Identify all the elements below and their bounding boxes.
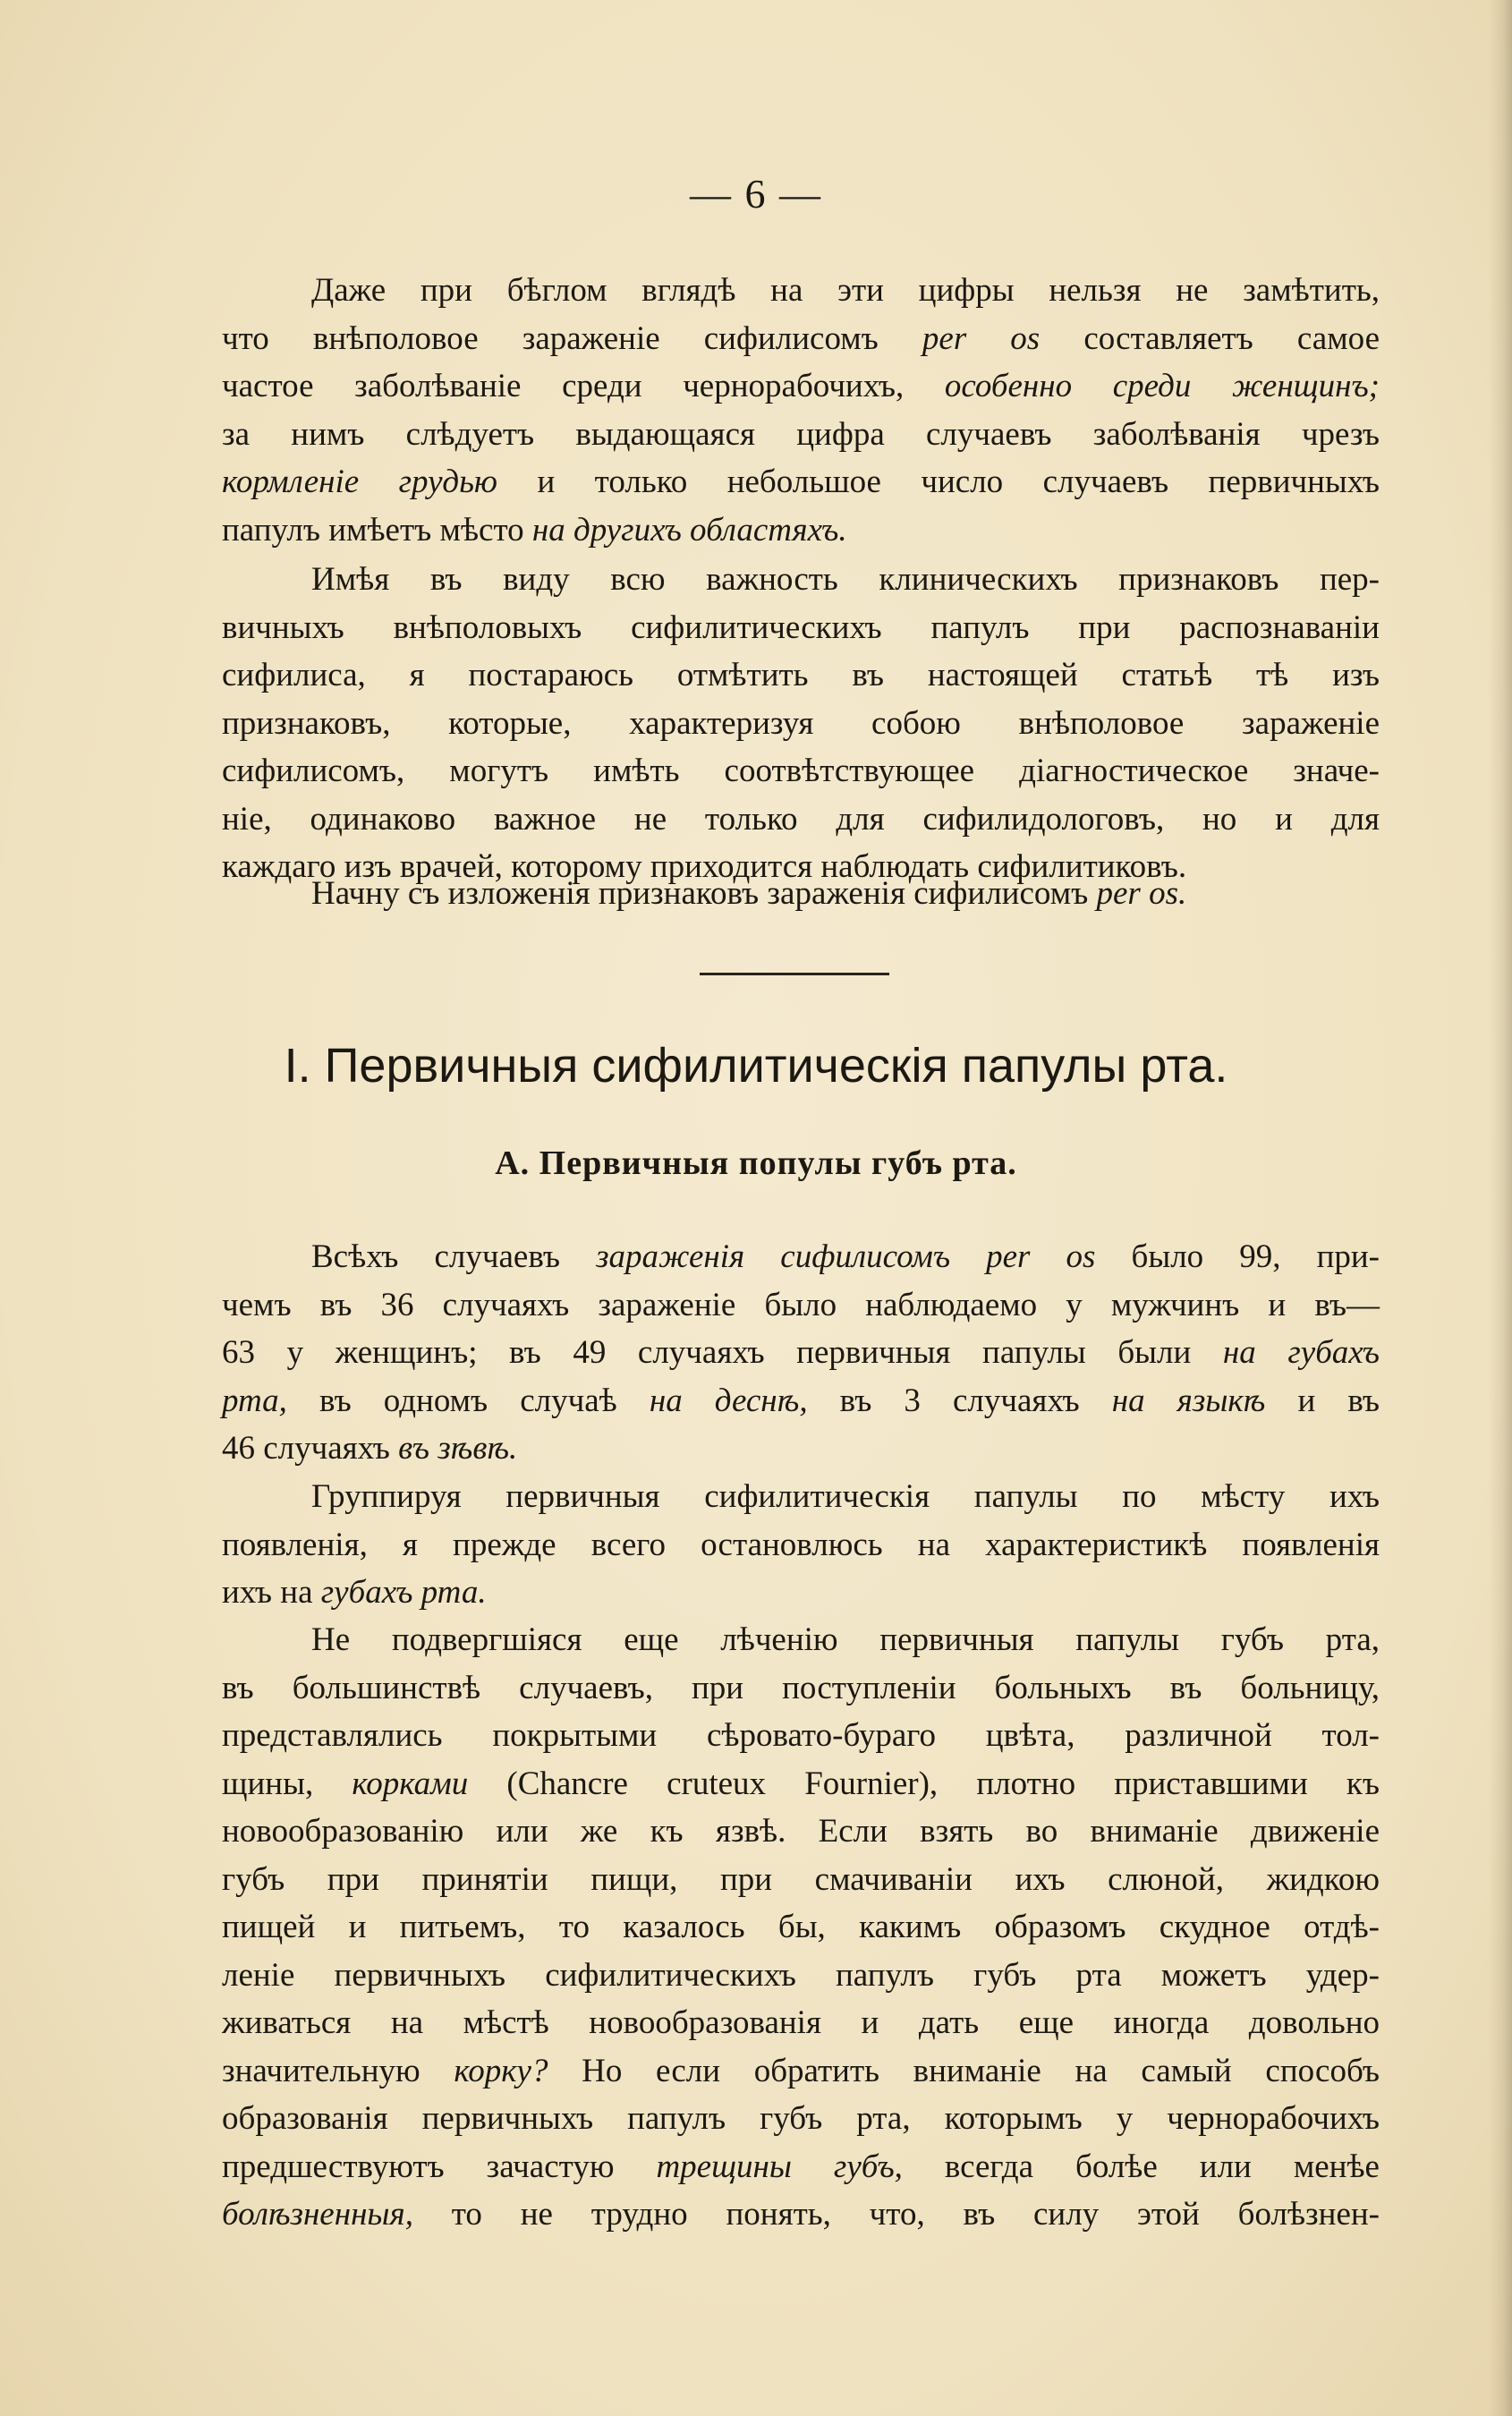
italic-text: губахъ рта.: [320, 1574, 487, 1611]
text-run: въ 3 случаяхъ: [807, 1382, 1112, 1419]
italic-text: per os: [922, 319, 1041, 357]
paragraph-2: [222, 556, 1380, 891]
text-line: [222, 556, 1380, 604]
italic-text: корками: [352, 1765, 469, 1802]
text-run: всегда болѣе или менѣе: [902, 2148, 1380, 2185]
subsection-heading: A. Первичныя популы губъ рта.: [495, 1144, 1017, 1182]
italic-text: рта,: [222, 1382, 287, 1419]
text-run: образованія первичныхъ папулъ губъ рта, которымъ у чернорабочихъ: [222, 2100, 1380, 2137]
text-line: [222, 1329, 1380, 1377]
text-line: [222, 1952, 1380, 2000]
text-run: составляетъ самое: [1040, 319, 1380, 357]
text-line: [222, 1233, 1380, 1281]
text-run: и въ: [1265, 1382, 1380, 1419]
text-line: [222, 1664, 1380, 1713]
text-line: [222, 1281, 1380, 1330]
text-line: [222, 795, 1380, 844]
page-edge-shadow: [1489, 0, 1512, 2416]
text-run: папулъ имѣетъ мѣсто: [222, 511, 532, 549]
text-line: [222, 2095, 1380, 2143]
text-run: живаться на мѣстѣ новообразованія и дать еще иногда довольно: [222, 2004, 1380, 2041]
text-run: что внѣполовое зараженіе сифилисомъ: [222, 319, 922, 357]
italic-text: трещины губъ,: [656, 2148, 903, 2185]
text-run: признаковъ, которые, характеризуя собою внѣполовое зараженіе: [222, 704, 1380, 742]
text-run: значительную: [222, 2052, 454, 2089]
text-line: [222, 2143, 1380, 2191]
italic-text: на деснѣ,: [649, 1382, 808, 1419]
text-run: Не подвергшіяся еще лѣченію первичныя папулы губъ рта,: [311, 1621, 1380, 1658]
italic-text: зараженія сифилисомъ per os: [596, 1238, 1096, 1275]
text-run: сифилисомъ, могутъ имѣть соотвѣтствующее діагностическое значе-: [222, 753, 1380, 789]
text-line: [222, 747, 1380, 795]
text-line: [222, 2047, 1380, 2096]
text-line: [222, 267, 1380, 315]
text-line: [222, 1712, 1380, 1760]
italic-text: на языкѣ: [1111, 1382, 1266, 1419]
text-run: частое заболѣваніе среди чернорабочихъ,: [222, 368, 945, 404]
text-line: [222, 700, 1380, 748]
section-heading: I. Первичныя сифилитическія папулы рта.: [284, 1039, 1228, 1093]
text-run: Всѣхъ случаевъ: [311, 1238, 597, 1275]
text-line: [222, 604, 1380, 652]
text-run: 63 у женщинъ; въ 49 случаяхъ первичныя папулы были: [222, 1334, 1223, 1371]
italic-text: особенно среди женщинъ;: [944, 368, 1380, 404]
text-line: [222, 1521, 1380, 1570]
paragraph-5: [222, 1473, 1380, 1617]
text-line: [222, 651, 1380, 700]
text-run: вичныхъ внѣполовыхъ сифилитическихъ папулъ при распознаваніи: [222, 608, 1380, 646]
text-run: ихъ на: [222, 1574, 321, 1611]
italic-text: на губахъ: [1222, 1334, 1380, 1371]
text-line: [222, 1903, 1380, 1952]
section-divider: [700, 973, 889, 975]
text-line: [222, 1425, 1380, 1473]
text-run: Группируя первичныя сифилитическія папулы по мѣсту ихъ: [311, 1478, 1380, 1515]
text-line: [222, 1569, 1380, 1617]
text-run: въ большинствѣ случаевъ, при поступленіи больныхъ въ больницу,: [222, 1669, 1380, 1706]
text-run: ніе, одинаково важное не только для сифилидологовъ, но и для: [222, 800, 1380, 838]
text-run: Даже при бѣглом вглядѣ на эти цифры нельзя не замѣтить,: [311, 272, 1380, 309]
text-line: [222, 362, 1380, 411]
italic-text: болѣзненныя,: [222, 2196, 413, 2233]
text-line: [222, 1999, 1380, 2047]
text-run: Но если обратить вниманіе на самый способъ: [548, 2052, 1380, 2089]
italic-text: корку?: [454, 2052, 548, 2089]
paragraph-6: [222, 1616, 1380, 2239]
text-run: сифилиса, я постараюсь отмѣтить въ настоящей статьѣ тѣ изъ: [222, 657, 1380, 693]
italic-text: кормленіе грудью: [222, 464, 498, 500]
paragraph-4: [222, 1233, 1380, 1473]
italic-text: per os.: [1096, 875, 1187, 912]
text-line: [222, 411, 1380, 459]
text-run: 46 случаяхъ: [222, 1430, 399, 1467]
text-line: [222, 2191, 1380, 2239]
text-run: каждаго изъ врачей, которому приходится наблюдать сифилитиковъ.: [222, 848, 1187, 885]
text-run: (Chancre cruteux Fournier), плотно приставшими къ: [468, 1765, 1380, 1802]
text-run: Начну съ изложенія признаковъ зараженія сифилисомъ: [311, 875, 1097, 912]
italic-text: на другихъ областяхъ.: [531, 511, 847, 549]
text-run: леніе первичныхъ сифилитическихъ папулъ губъ рта можетъ удер-: [222, 1956, 1380, 1994]
text-run: щины,: [222, 1765, 353, 1802]
text-run: губъ при принятіи пищи, при смачиваніи ихъ слюной, жидкою: [222, 1860, 1380, 1898]
text-line: [222, 1856, 1380, 1904]
paragraph-1: [222, 267, 1380, 554]
text-run: Имѣя въ виду всю важность клиническихъ признаковъ пер-: [311, 561, 1380, 598]
text-line: [222, 1808, 1380, 1856]
paragraph-3: [222, 870, 1380, 918]
text-run: новообразованію или же къ язвѣ. Если взять во вниманіе движеніе: [222, 1813, 1380, 1850]
text-line: [222, 1760, 1380, 1808]
text-run: появленія, я прежде всего остановлюсь на характеристикѣ появленія: [222, 1526, 1380, 1563]
text-run: за нимъ слѣдуетъ выдающаяся цифра случаевъ заболѣванія чрезъ: [222, 415, 1380, 453]
italic-text: въ зѣвѣ.: [398, 1430, 518, 1467]
text-line: [222, 1473, 1380, 1521]
text-run: и только небольшое число случаевъ первичныхъ: [497, 464, 1380, 500]
text-run: пищей и питьемъ, то казалось бы, какимъ образомъ скудное отдѣ-: [222, 1909, 1380, 1945]
text-line: [222, 1377, 1380, 1425]
text-line: [222, 458, 1380, 506]
text-line: [222, 1616, 1380, 1664]
text-run: чемъ въ 36 случаяхъ зараженіе было наблюдаемо у мужчинъ и въ—: [222, 1286, 1380, 1323]
text-line: [222, 506, 1380, 555]
text-run: было 99, при-: [1095, 1238, 1380, 1275]
text-run: то не трудно понять, что, въ силу этой болѣзнен-: [412, 2196, 1380, 2233]
text-run: въ одномъ случаѣ: [286, 1382, 650, 1419]
text-line: [222, 315, 1380, 363]
text-line: [222, 870, 1380, 918]
page-number: — 6 —: [690, 171, 822, 217]
text-run: представлялись покрытыми сѣровато-бураго цвѣта, различной тол-: [222, 1717, 1380, 1754]
text-run: предшествуютъ зачастую: [222, 2148, 657, 2185]
